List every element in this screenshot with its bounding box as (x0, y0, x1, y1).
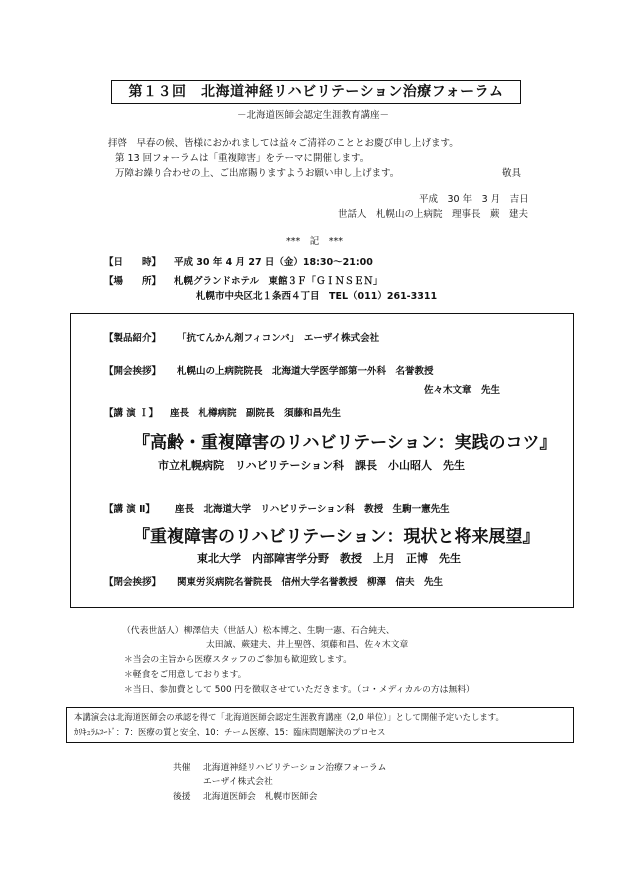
lecture2-chair: 座長 北海道大学 リハビリテーション科 教授 生駒一憲先生 (175, 504, 450, 515)
lecture1-speaker: 市立札幌病院 リハビリテーション科 課長 小山昭人 先生 (158, 459, 466, 472)
place-value: 札幌グランドホテル 東館３Ｆ「ＧＩＮＳＥＮ」 (174, 276, 383, 287)
cohost-label: 共催 (173, 763, 191, 773)
support-value: 北海道医師会 札幌市医師会 (203, 792, 318, 802)
notice-line-1: 本講演会は北海道医師会の承認を得て「北海道医師会認定生涯教育講座（2,0 単位）」として開催予定いたします。 (74, 712, 504, 722)
notes-line-1: （代表世話人）柳澤信夫（世話人）松本博之、生駒一憲、石合純夫、 (122, 626, 395, 636)
cohost-1: 北海道神経リハビリテーション治療フォーラム (203, 763, 387, 773)
opening-speaker: 佐々木文章 先生 (424, 385, 501, 396)
closing-salutation: 敬具 (502, 168, 522, 179)
cohost-2: エーザイ株式会社 (203, 777, 273, 787)
greeting-line-3: 万障お繰り合わせの上、ご出席賜りますようお願い申し上げます。 (115, 168, 400, 179)
lecture2-title: 『重複障害のリハビリテーション：現状と将来展望』 (133, 527, 540, 547)
notes-line-4: ＊軽食をご用意しております。 (124, 670, 247, 680)
forum-title: 第１３回 北海道神経リハビリテーション治療フォーラム (111, 80, 521, 104)
lecture2-label: 【講 演 Ⅱ】 (104, 504, 155, 515)
support-label: 後援 (173, 792, 191, 802)
closing-label: 【閉会挨拶】 (104, 577, 162, 588)
lecture2-speaker: 東北大学 内部障害学分野 教授 上月 正博 先生 (197, 552, 461, 565)
place-address: 札幌市中央区北１条西４丁目 TEL（011）261-3311 (196, 291, 438, 302)
ki-heading: *** 記 *** (286, 236, 344, 247)
issue-date: 平成 30 年 3 月 吉日 (419, 194, 529, 205)
subtitle: －北海道医師会認定生涯教育講座－ (237, 110, 390, 121)
lecture1-chair: 座長 札樽病院 副院長 須藤和昌先生 (170, 408, 342, 419)
opening-label: 【開会挨拶】 (104, 366, 162, 377)
date-value: 平成 30 年 4 月 27 日（金）18:30～21:00 (174, 257, 373, 268)
notes-line-3: ＊当会の主旨から医療スタッフのご参加も歓迎致します。 (124, 655, 353, 665)
product-value: 「抗てんかん剤フィコンパ」 エーザイ株式会社 (177, 333, 380, 344)
notes-line-2: 太田誠、蕨建夫、井上聖啓、須藤和昌、佐々木文章 (206, 640, 409, 650)
closing-value: 関東労災病院名誉院長 信州大学名誉教授 柳澤 信夫 先生 (177, 577, 444, 588)
organizer-line: 世話人 札幌山の上病院 理事長 蕨 建夫 (338, 209, 529, 220)
greeting-line-2: 第 13 回フォーラムは「重複障害」をテーマに開催します。 (115, 153, 370, 164)
lecture1-label: 【講 演 Ｉ】 (104, 408, 159, 419)
date-label: 【日 時】 (104, 257, 162, 268)
notes-line-5: ＊当日、参加費として 500 円を徴収させていただきます。（コ・メディカルの方は無料） (124, 685, 475, 695)
lecture1-title: 『高齢・重複障害のリハビリテーション：実践のコツ』 (133, 433, 557, 453)
greeting-line-1: 拝啓 早春の候、皆様におかれましては益々ご清祥のこととお慶び申し上げます。 (108, 138, 459, 149)
product-label: 【製品紹介】 (104, 333, 162, 344)
notice-line-2: ｶﾘｷｭﾗﾑｺｰﾄﾞ：7：医療の質と安全、10：チーム医療、15：臨床問題解決のプロセス (74, 727, 386, 737)
opening-value: 札幌山の上病院院長 北海道大学医学部第一外科 名誉教授 (177, 366, 434, 377)
place-label: 【場 所】 (104, 276, 162, 287)
